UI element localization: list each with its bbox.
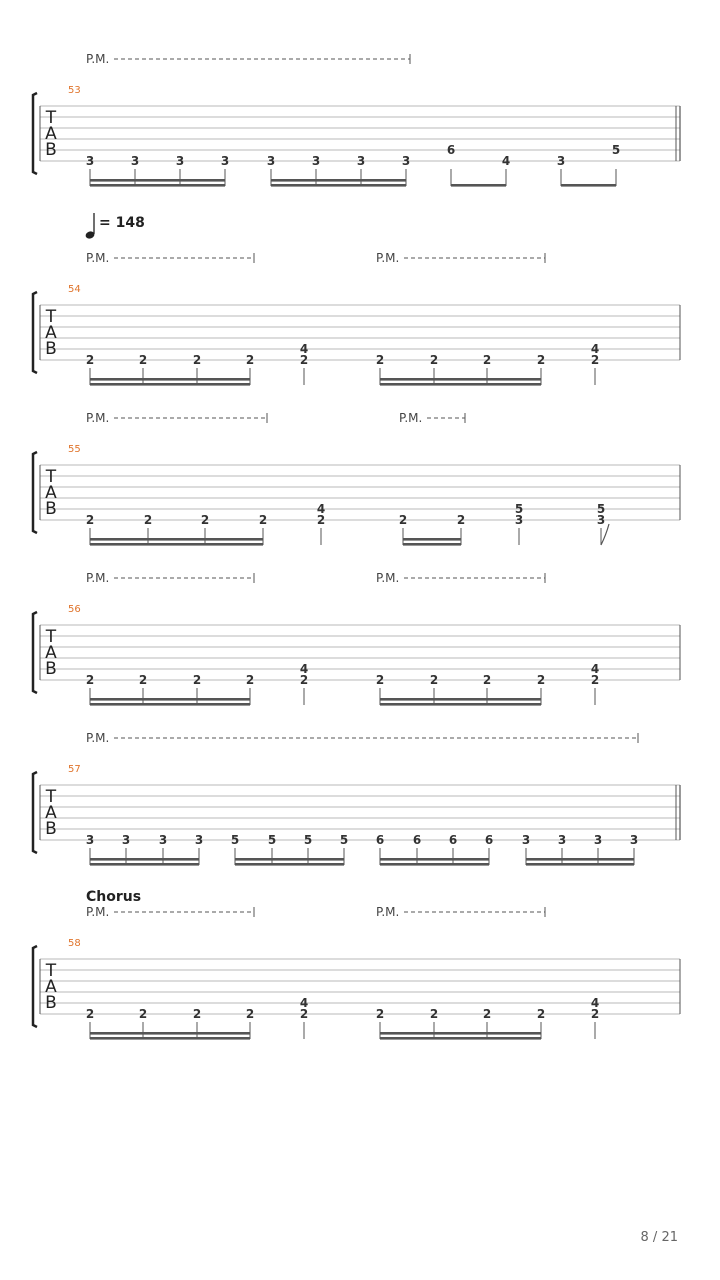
tab-clef-letter: T	[45, 627, 57, 647]
fret-number: 6	[448, 833, 458, 847]
note-beam	[561, 184, 616, 187]
note-beam	[451, 184, 506, 187]
bar-number: 53	[68, 85, 81, 96]
tab-system-56	[33, 571, 680, 706]
system-bracket	[33, 612, 37, 693]
fret-number: 6	[484, 833, 494, 847]
fret-number: 2	[85, 513, 95, 527]
fret-number: 2	[536, 353, 546, 367]
fret-number: 3	[356, 154, 366, 168]
fret-number: 2	[482, 673, 492, 687]
fret-number: 6	[375, 833, 385, 847]
tab-clef-letter: B	[45, 659, 57, 679]
palm-mute-label: P.M.	[376, 905, 400, 919]
tab-clef-letter: B	[45, 339, 57, 359]
fret-number: 6	[412, 833, 422, 847]
tab-clef-letter: B	[45, 499, 57, 519]
palm-mute-label: P.M.	[86, 52, 110, 66]
fret-number: 5	[339, 833, 349, 847]
fret-number: 3	[85, 154, 95, 168]
bar-number: 58	[68, 938, 81, 949]
fret-number: 2	[536, 673, 546, 687]
fret-number: 2	[482, 1007, 492, 1021]
note-beam	[403, 543, 461, 546]
fret-number: 3	[194, 833, 204, 847]
fret-number: 2	[456, 513, 466, 527]
fret-number: 4	[590, 996, 600, 1010]
tab-clef-letter: T	[45, 467, 57, 487]
bar-number: 54	[68, 284, 81, 295]
note-beam	[90, 698, 250, 701]
note-beam	[90, 538, 263, 541]
fret-number: 6	[446, 143, 456, 157]
note-beam	[235, 863, 344, 866]
fret-number: 4	[299, 662, 309, 676]
tab-clef-letter: A	[45, 323, 57, 343]
tab-clef-letter: A	[45, 977, 57, 997]
fret-number: 2	[85, 673, 95, 687]
tab-clef-letter: B	[45, 819, 57, 839]
fret-number: 5	[267, 833, 277, 847]
palm-mute-label: P.M.	[86, 411, 110, 425]
fret-number: 3	[158, 833, 168, 847]
system-bracket	[33, 946, 37, 1027]
fret-number: 3	[175, 154, 185, 168]
fret-number: 5	[303, 833, 313, 847]
tab-system-58	[33, 889, 680, 1040]
note-beam	[380, 378, 541, 381]
note-beam	[403, 538, 461, 541]
fret-number: 2	[316, 513, 326, 527]
fret-number: 2	[590, 1007, 600, 1021]
fret-number: 2	[192, 353, 202, 367]
fret-number: 2	[375, 1007, 385, 1021]
fret-number: 3	[629, 833, 639, 847]
bar-number: 56	[68, 604, 81, 615]
fret-number: 2	[590, 353, 600, 367]
fret-number: 2	[375, 353, 385, 367]
fret-number: 2	[143, 513, 153, 527]
note-beam	[271, 179, 406, 182]
fret-number: 2	[85, 353, 95, 367]
fret-number: 2	[299, 1007, 309, 1021]
fret-number: 4	[590, 662, 600, 676]
fret-number: 2	[398, 513, 408, 527]
system-bracket	[33, 772, 37, 853]
fret-number: 2	[85, 1007, 95, 1021]
fret-number: 2	[429, 673, 439, 687]
tab-clef-letter: A	[45, 124, 57, 144]
fret-number: 3	[266, 154, 276, 168]
fret-number: 5	[596, 502, 606, 516]
tab-system-55	[33, 411, 680, 546]
fret-number: 3	[556, 154, 566, 168]
fret-number: 4	[299, 342, 309, 356]
system-bracket	[33, 452, 37, 533]
fret-number: 3	[130, 154, 140, 168]
note-beam	[90, 383, 250, 386]
fret-number: 2	[429, 1007, 439, 1021]
fret-number: 2	[245, 673, 255, 687]
note-beam	[380, 703, 541, 706]
section-label: Chorus	[86, 889, 142, 905]
fret-number: 3	[311, 154, 321, 168]
tempo-marking: = 148	[99, 215, 145, 231]
palm-mute-label: P.M.	[399, 411, 423, 425]
tab-clef-letter: A	[45, 803, 57, 823]
fret-number: 2	[192, 673, 202, 687]
tab-system-53	[33, 52, 680, 187]
note-beam	[380, 1037, 541, 1040]
note-beam	[90, 863, 199, 866]
fret-number: 5	[611, 143, 621, 157]
tab-system-54	[33, 213, 680, 386]
tab-clef-letter: A	[45, 643, 57, 663]
fret-number: 2	[482, 353, 492, 367]
note-flag	[601, 524, 609, 545]
fret-number: 2	[375, 673, 385, 687]
fret-number: 3	[514, 513, 524, 527]
fret-number: 4	[316, 502, 326, 516]
note-beam	[90, 1032, 250, 1035]
system-bracket	[33, 292, 37, 373]
note-beam	[380, 383, 541, 386]
fret-number: 3	[85, 833, 95, 847]
fret-number: 2	[590, 673, 600, 687]
system-bracket	[33, 93, 37, 174]
tab-clef-letter: A	[45, 483, 57, 503]
fret-number: 5	[514, 502, 524, 516]
note-beam	[380, 858, 489, 861]
note-beam	[271, 184, 406, 187]
bar-number: 57	[68, 764, 81, 775]
fret-number: 4	[590, 342, 600, 356]
fret-number: 2	[299, 673, 309, 687]
palm-mute-label: P.M.	[86, 731, 110, 745]
fret-number: 3	[521, 833, 531, 847]
fret-number: 2	[258, 513, 268, 527]
note-beam	[90, 858, 199, 861]
note-beam	[90, 1037, 250, 1040]
fret-number: 2	[192, 1007, 202, 1021]
fret-number: 2	[299, 353, 309, 367]
fret-number: 3	[121, 833, 131, 847]
fret-number: 4	[501, 154, 511, 168]
tab-clef-letter: T	[45, 108, 57, 128]
bar-number: 55	[68, 444, 81, 455]
palm-mute-label: P.M.	[86, 571, 110, 585]
fret-number: 2	[429, 353, 439, 367]
fret-number: 2	[245, 1007, 255, 1021]
fret-number: 5	[230, 833, 240, 847]
tab-clef-letter: T	[45, 307, 57, 327]
note-beam	[380, 698, 541, 701]
tab-clef-letter: B	[45, 140, 57, 160]
page-number: 8 / 21	[640, 1230, 678, 1245]
tab-clef-letter: T	[45, 961, 57, 981]
fret-number: 2	[245, 353, 255, 367]
note-beam	[380, 1032, 541, 1035]
fret-number: 3	[557, 833, 567, 847]
tab-clef-letter: T	[45, 787, 57, 807]
note-beam	[90, 378, 250, 381]
fret-number: 4	[299, 996, 309, 1010]
note-beam	[235, 858, 344, 861]
note-beam	[90, 179, 225, 182]
palm-mute-label: P.M.	[86, 251, 110, 265]
note-beam	[90, 184, 225, 187]
fret-number: 3	[401, 154, 411, 168]
fret-number: 2	[138, 673, 148, 687]
note-beam	[90, 703, 250, 706]
palm-mute-label: P.M.	[376, 571, 400, 585]
note-beam	[380, 863, 489, 866]
fret-number: 2	[536, 1007, 546, 1021]
note-beam	[90, 543, 263, 546]
note-beam	[526, 863, 634, 866]
fret-number: 3	[596, 513, 606, 527]
fret-number: 2	[138, 1007, 148, 1021]
fret-number: 2	[138, 353, 148, 367]
note-beam	[526, 858, 634, 861]
palm-mute-label: P.M.	[86, 905, 110, 919]
fret-number: 3	[220, 154, 230, 168]
tab-system-57	[33, 731, 680, 866]
tab-clef-letter: B	[45, 993, 57, 1013]
fret-number: 3	[593, 833, 603, 847]
fret-number: 2	[200, 513, 210, 527]
palm-mute-label: P.M.	[376, 251, 400, 265]
